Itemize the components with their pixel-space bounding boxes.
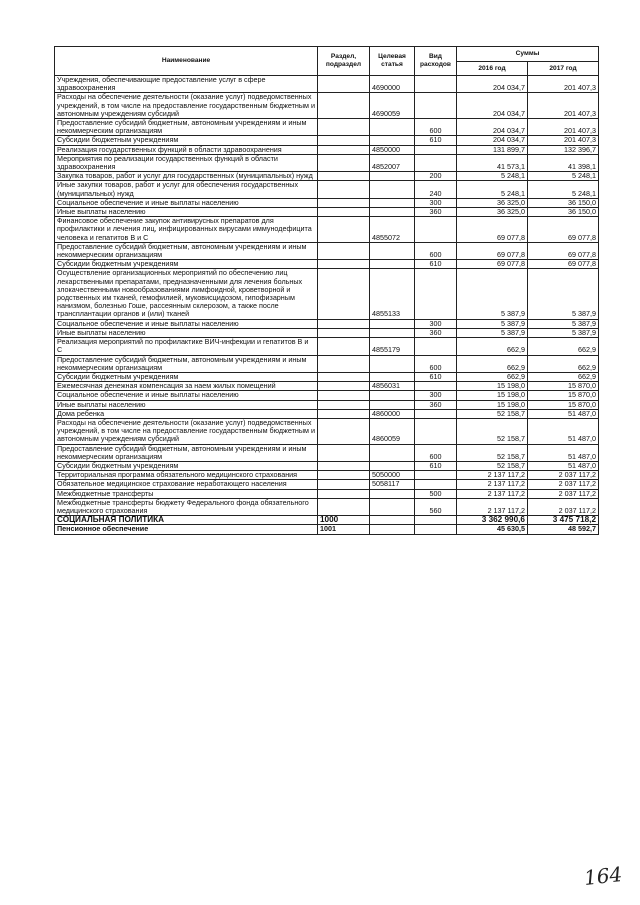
row-target-cell	[370, 136, 415, 145]
row-section-cell	[318, 480, 370, 489]
row-sum-2017-cell: 2 037 117,2	[528, 489, 599, 498]
row-target-cell	[370, 208, 415, 217]
row-sum-2016-cell: 69 077,8	[457, 217, 528, 243]
row-section-cell	[318, 461, 370, 470]
row-target-cell	[370, 461, 415, 470]
row-sum-2016-cell: 3 362 990,6	[457, 516, 528, 525]
row-expense-type-cell: 200	[415, 172, 457, 181]
row-expense-type-cell	[415, 516, 457, 525]
row-sum-2017-cell: 2 037 117,2	[528, 480, 599, 489]
row-sum-2017-cell: 201 407,3	[528, 119, 599, 136]
row-sum-2016-cell: 5 387,9	[457, 328, 528, 337]
row-target-cell	[370, 498, 415, 515]
row-sum-2017-cell: 5 248,1	[528, 181, 599, 198]
table-row	[55, 355, 599, 372]
row-sum-2017-cell: 51 487,0	[528, 461, 599, 470]
row-target-cell	[370, 328, 415, 337]
table-row	[55, 525, 599, 534]
row-sum-2017-cell: 15 870,0	[528, 382, 599, 391]
table-row	[55, 516, 599, 525]
row-expense-type-cell: 600	[415, 444, 457, 461]
table-row	[55, 480, 599, 489]
row-target-cell: 4855072	[370, 217, 415, 243]
row-expense-type-cell: 610	[415, 260, 457, 269]
row-name-cell: Расходы на обеспечение деятельности (оказание услуг) подведомственных учреждений, в том числе на предоставление государственным бюджетным и автономным учреждениям субсидий	[55, 93, 318, 119]
row-target-cell	[370, 444, 415, 461]
row-expense-type-cell	[415, 418, 457, 444]
row-sum-2017-cell: 2 037 117,2	[528, 498, 599, 515]
row-sum-2017-cell: 3 475 718,2	[528, 516, 599, 525]
row-sum-2017-cell: 5 387,9	[528, 328, 599, 337]
row-expense-type-cell: 560	[415, 498, 457, 515]
row-expense-type-cell: 610	[415, 461, 457, 470]
row-target-cell	[370, 489, 415, 498]
row-name-cell: Предоставление субсидий бюджетным, автономным учреждениям и иным некоммерческим организациям	[55, 242, 318, 259]
row-expense-type-cell: 610	[415, 372, 457, 381]
row-name-cell: Реализация государственных функций в области здравоохранения	[55, 145, 318, 154]
row-section-cell	[318, 338, 370, 355]
row-sum-2016-cell: 662,9	[457, 355, 528, 372]
row-section-cell	[318, 181, 370, 198]
row-section-cell	[318, 355, 370, 372]
row-sum-2016-cell: 52 158,7	[457, 461, 528, 470]
row-sum-2017-cell: 48 592,7	[528, 525, 599, 534]
row-name-cell: Социальное обеспечение и иные выплаты населению	[55, 391, 318, 400]
row-name-cell: Учреждения, обеспечивающие предоставление услуг в сфере здравоохранения	[55, 76, 318, 93]
row-sum-2017-cell: 201 407,3	[528, 136, 599, 145]
page-number: 164	[582, 862, 624, 890]
row-target-cell: 5050000	[370, 471, 415, 480]
row-sum-2016-cell: 15 198,0	[457, 391, 528, 400]
row-expense-type-cell: 500	[415, 489, 457, 498]
row-sum-2017-cell: 201 407,3	[528, 93, 599, 119]
table-row	[55, 76, 599, 93]
row-section-cell	[318, 76, 370, 93]
row-sum-2016-cell: 5 387,9	[457, 319, 528, 328]
row-section-cell	[318, 391, 370, 400]
row-sum-2016-cell: 204 034,7	[457, 119, 528, 136]
row-section-cell	[318, 382, 370, 391]
row-sum-2017-cell: 36 150,0	[528, 208, 599, 217]
row-section-cell: 1000	[318, 516, 370, 525]
row-sum-2016-cell: 52 158,7	[457, 444, 528, 461]
row-section-cell	[318, 217, 370, 243]
row-target-cell: 4855179	[370, 338, 415, 355]
row-section-cell	[318, 93, 370, 119]
table-row	[55, 328, 599, 337]
row-expense-type-cell: 300	[415, 198, 457, 207]
row-section-cell	[318, 208, 370, 217]
table-row	[55, 181, 599, 198]
row-name-cell: Межбюджетные трансферты	[55, 489, 318, 498]
row-section-cell	[318, 400, 370, 409]
table-row	[55, 136, 599, 145]
row-section-cell	[318, 269, 370, 319]
row-expense-type-cell: 600	[415, 119, 457, 136]
row-sum-2016-cell: 5 387,9	[457, 269, 528, 319]
row-expense-type-cell	[415, 217, 457, 243]
row-section-cell	[318, 489, 370, 498]
row-section-cell	[318, 136, 370, 145]
row-name-cell: Межбюджетные трансферты бюджету Федерального фонда обязательного медицинского страхования	[55, 498, 318, 515]
row-name-cell: Мероприятия по реализации государственных функций в области здравоохранения	[55, 154, 318, 171]
row-expense-type-cell	[415, 409, 457, 418]
table-row	[55, 319, 599, 328]
row-sum-2016-cell: 2 137 117,2	[457, 480, 528, 489]
row-name-cell: Закупка товаров, работ и услуг для государственных (муниципальных) нужд	[55, 172, 318, 181]
row-section-cell	[318, 498, 370, 515]
row-name-cell: Предоставление субсидий бюджетным, автономным учреждениям и иным некоммерческим организациям	[55, 444, 318, 461]
row-expense-type-cell: 360	[415, 400, 457, 409]
row-expense-type-cell: 360	[415, 328, 457, 337]
row-sum-2016-cell: 204 034,7	[457, 136, 528, 145]
row-section-cell	[318, 154, 370, 171]
row-expense-type-cell	[415, 93, 457, 119]
row-target-cell: 4860000	[370, 409, 415, 418]
row-expense-type-cell	[415, 480, 457, 489]
row-expense-type-cell	[415, 471, 457, 480]
row-section-cell	[318, 471, 370, 480]
budget-table	[54, 46, 599, 535]
row-sum-2016-cell: 41 573,1	[457, 154, 528, 171]
row-sum-2016-cell: 69 077,8	[457, 260, 528, 269]
table-row	[55, 145, 599, 154]
row-expense-type-cell: 600	[415, 242, 457, 259]
row-sum-2016-cell: 5 248,1	[457, 172, 528, 181]
col-header-sums: Суммы	[457, 47, 599, 62]
row-sum-2016-cell: 131 899,7	[457, 145, 528, 154]
table-row	[55, 269, 599, 319]
row-name-cell: Дома ребенка	[55, 409, 318, 418]
row-expense-type-cell	[415, 269, 457, 319]
row-target-cell	[370, 391, 415, 400]
row-expense-type-cell	[415, 154, 457, 171]
row-section-cell	[318, 409, 370, 418]
row-target-cell	[370, 372, 415, 381]
row-target-cell	[370, 198, 415, 207]
table-row	[55, 418, 599, 444]
row-target-cell: 4855133	[370, 269, 415, 319]
row-sum-2017-cell: 5 387,9	[528, 319, 599, 328]
row-target-cell	[370, 400, 415, 409]
row-sum-2016-cell: 662,9	[457, 338, 528, 355]
table-row	[55, 382, 599, 391]
col-header-target: Целевая статья	[370, 47, 415, 76]
row-sum-2017-cell: 201 407,3	[528, 76, 599, 93]
row-sum-2017-cell: 2 037 117,2	[528, 471, 599, 480]
row-sum-2017-cell: 132 396,7	[528, 145, 599, 154]
row-name-cell: Субсидии бюджетным учреждениям	[55, 461, 318, 470]
table-header	[55, 47, 599, 76]
row-sum-2017-cell: 41 398,1	[528, 154, 599, 171]
row-expense-type-cell: 600	[415, 355, 457, 372]
table-row	[55, 372, 599, 381]
row-sum-2017-cell: 5 387,9	[528, 269, 599, 319]
row-section-cell	[318, 444, 370, 461]
table-row	[55, 172, 599, 181]
row-name-cell: Обязательное медицинское страхование неработающего населения	[55, 480, 318, 489]
row-name-cell: Социальное обеспечение и иные выплаты населению	[55, 198, 318, 207]
row-expense-type-cell	[415, 525, 457, 534]
col-header-name: Наименование	[55, 47, 318, 76]
row-sum-2016-cell: 2 137 117,2	[457, 471, 528, 480]
row-sum-2016-cell: 204 034,7	[457, 93, 528, 119]
row-sum-2017-cell: 5 248,1	[528, 172, 599, 181]
row-section-cell	[318, 260, 370, 269]
row-sum-2017-cell: 69 077,8	[528, 242, 599, 259]
row-name-cell: Ежемесячная денежная компенсация за наем жилых помещений	[55, 382, 318, 391]
row-section-cell	[318, 198, 370, 207]
row-name-cell: Осуществление организационных мероприятий по обеспечению лиц лекарственными препаратами, предназначенными для лечения больных злокачественными новообразованиями лимфоидной, кроветворной и родственных им тканей, гемофилией, муковисцидозом, гипофизарным нанизмом, болезнью Гоше, рассеянным склерозом, а также после трансплантации органов и (или) тканей	[55, 269, 318, 319]
row-section-cell	[318, 172, 370, 181]
row-section-cell: 1001	[318, 525, 370, 534]
row-target-cell: 4852007	[370, 154, 415, 171]
row-name-cell: СОЦИАЛЬНАЯ ПОЛИТИКА	[55, 516, 318, 525]
row-target-cell	[370, 516, 415, 525]
row-target-cell	[370, 181, 415, 198]
table-row	[55, 471, 599, 480]
row-sum-2016-cell: 15 198,0	[457, 400, 528, 409]
row-name-cell: Субсидии бюджетным учреждениям	[55, 136, 318, 145]
row-sum-2016-cell: 69 077,8	[457, 242, 528, 259]
table-row	[55, 208, 599, 217]
row-target-cell	[370, 525, 415, 534]
row-name-cell: Иные выплаты населению	[55, 208, 318, 217]
row-target-cell	[370, 172, 415, 181]
row-target-cell: 4850000	[370, 145, 415, 154]
table-row	[55, 154, 599, 171]
row-name-cell: Пенсионное обеспечение	[55, 525, 318, 534]
row-sum-2017-cell: 15 870,0	[528, 391, 599, 400]
row-sum-2016-cell: 36 325,0	[457, 198, 528, 207]
row-sum-2017-cell: 662,9	[528, 338, 599, 355]
table-row	[55, 461, 599, 470]
row-sum-2016-cell: 2 137 117,2	[457, 489, 528, 498]
row-target-cell	[370, 119, 415, 136]
col-header-section: Раздел, подраздел	[318, 47, 370, 76]
table-row	[55, 93, 599, 119]
row-expense-type-cell	[415, 338, 457, 355]
col-header-expense-type: Вид расходов	[415, 47, 457, 76]
row-target-cell: 4690000	[370, 76, 415, 93]
row-name-cell: Иные выплаты населению	[55, 400, 318, 409]
row-name-cell: Иные выплаты населению	[55, 328, 318, 337]
row-section-cell	[318, 242, 370, 259]
row-expense-type-cell: 300	[415, 391, 457, 400]
row-section-cell	[318, 319, 370, 328]
table-row	[55, 217, 599, 243]
table-row	[55, 444, 599, 461]
row-sum-2016-cell: 204 034,7	[457, 76, 528, 93]
row-section-cell	[318, 119, 370, 136]
row-name-cell: Предоставление субсидий бюджетным, автономным учреждениям и иным некоммерческим организациям	[55, 119, 318, 136]
row-target-cell	[370, 242, 415, 259]
row-section-cell	[318, 418, 370, 444]
row-expense-type-cell: 300	[415, 319, 457, 328]
row-sum-2016-cell: 2 137 117,2	[457, 498, 528, 515]
row-sum-2016-cell: 5 248,1	[457, 181, 528, 198]
col-header-year-2016: 2016 год	[457, 62, 528, 76]
row-sum-2016-cell: 52 158,7	[457, 409, 528, 418]
table-row	[55, 400, 599, 409]
row-name-cell: Расходы на обеспечение деятельности (оказание услуг) подведомственных учреждений, в том числе на предоставление государственным бюджетным и автономным учреждениям субсидий	[55, 418, 318, 444]
row-sum-2017-cell: 662,9	[528, 372, 599, 381]
row-sum-2017-cell: 51 487,0	[528, 409, 599, 418]
row-name-cell: Субсидии бюджетным учреждениям	[55, 372, 318, 381]
row-name-cell: Реализация мероприятий по профилактике ВИЧ-инфекции и гепатитов В и С	[55, 338, 318, 355]
row-name-cell: Предоставление субсидий бюджетным, автономным учреждениям и иным некоммерческим организациям	[55, 355, 318, 372]
row-expense-type-cell: 610	[415, 136, 457, 145]
table-row	[55, 242, 599, 259]
row-target-cell: 4860059	[370, 418, 415, 444]
row-target-cell: 4690059	[370, 93, 415, 119]
row-target-cell: 4856031	[370, 382, 415, 391]
row-target-cell: 5058117	[370, 480, 415, 489]
row-target-cell	[370, 260, 415, 269]
row-target-cell	[370, 319, 415, 328]
table-row	[55, 119, 599, 136]
table-row	[55, 260, 599, 269]
row-expense-type-cell: 240	[415, 181, 457, 198]
row-name-cell: Социальное обеспечение и иные выплаты населению	[55, 319, 318, 328]
row-sum-2016-cell: 662,9	[457, 372, 528, 381]
table-row	[55, 498, 599, 515]
row-sum-2017-cell: 36 150,0	[528, 198, 599, 207]
row-expense-type-cell	[415, 382, 457, 391]
table-row	[55, 409, 599, 418]
row-target-cell	[370, 355, 415, 372]
row-name-cell: Иные закупки товаров, работ и услуг для обеспечения государственных (муниципальных) нужд	[55, 181, 318, 198]
row-sum-2016-cell: 52 158,7	[457, 418, 528, 444]
row-sum-2017-cell: 69 077,8	[528, 217, 599, 243]
table-row	[55, 198, 599, 207]
row-expense-type-cell	[415, 145, 457, 154]
col-header-year-2017: 2017 год	[528, 62, 599, 76]
row-sum-2016-cell: 45 630,5	[457, 525, 528, 534]
table-row	[55, 338, 599, 355]
row-expense-type-cell: 360	[415, 208, 457, 217]
row-sum-2017-cell: 15 870,0	[528, 400, 599, 409]
row-section-cell	[318, 328, 370, 337]
row-section-cell	[318, 372, 370, 381]
row-name-cell: Территориальная программа обязательного медицинского страхования	[55, 471, 318, 480]
row-name-cell: Субсидии бюджетным учреждениям	[55, 260, 318, 269]
table-row	[55, 489, 599, 498]
row-section-cell	[318, 145, 370, 154]
row-sum-2017-cell: 662,9	[528, 355, 599, 372]
table-row	[55, 391, 599, 400]
row-expense-type-cell	[415, 76, 457, 93]
row-name-cell: Финансовое обеспечение закупок антивирусных препаратов для профилактики и лечения лиц, инфицированных вирусами иммунодефицита человека и гепатитов В и С	[55, 217, 318, 243]
table-body	[55, 76, 599, 535]
row-sum-2017-cell: 69 077,8	[528, 260, 599, 269]
row-sum-2017-cell: 51 487,0	[528, 418, 599, 444]
row-sum-2016-cell: 15 198,0	[457, 382, 528, 391]
row-sum-2017-cell: 51 487,0	[528, 444, 599, 461]
row-sum-2016-cell: 36 325,0	[457, 208, 528, 217]
